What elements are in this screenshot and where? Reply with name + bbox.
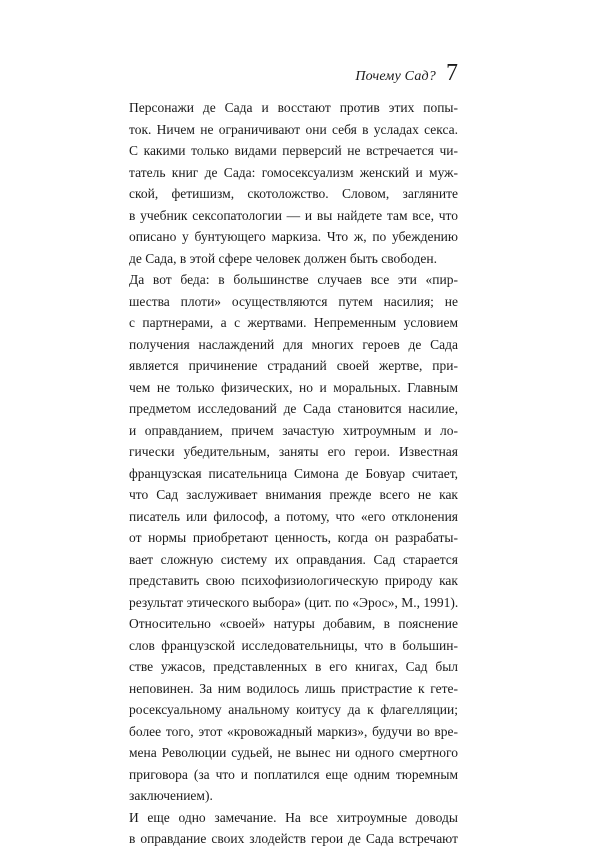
text-line: чем не только физических, но и моральных. Главным (129, 379, 458, 395)
text-line: шества плоти» осуществляются путем насилия; не (129, 293, 458, 309)
text-line: вает сложную систему их оправдания. Сад старается (129, 551, 458, 567)
text-line: мена Революции судьей, не вынес ни одного смертного (129, 745, 458, 760)
text-line: И еще одно замечание. На все хитроумные доводы (129, 809, 458, 825)
paragraph (117, 97, 458, 269)
text-line: заключением). (129, 788, 213, 803)
paragraph (117, 807, 458, 850)
running-header (355, 60, 458, 87)
text-line: описано у бунтующего маркиза. Что ж, по убеждению (129, 229, 458, 244)
text-line: ток. Ничем не ограничивают они себя в усладах секса. (129, 121, 458, 137)
text-line: стве ужасов, представленных в его книгах, Сад был (129, 659, 458, 674)
body-text (117, 97, 458, 850)
paragraph (117, 269, 458, 613)
text-line: что Сад заслуживает внимания прежде всего не как (129, 487, 458, 502)
paragraph (117, 613, 458, 807)
text-line: де Сада, в этой сфере человек должен быть свободен. (129, 250, 437, 266)
text-line: с партнерами, а с жертвами. Непременным условием (129, 315, 458, 330)
text-line: росексуальному анальному коитусу да к флагелляции; (129, 702, 458, 717)
text-line: в учебник сексопатологии — и вы найдете там все, что (129, 207, 458, 223)
text-line: представить свою психофизиологическую природу как (129, 573, 458, 588)
text-line: ской, фетишизм, скотоложство. Словом, загляните (129, 186, 458, 201)
text-line: получения наслаждений для многих героев де Сада (129, 336, 458, 352)
text-line: от нормы приобретают ценность, когда он разрабаты- (129, 530, 458, 545)
text-line: приговора (за что и поплатился еще одним тюремным (129, 766, 458, 782)
text-line: Да вот беда: в большинстве случаев все эти «пир- (129, 272, 458, 287)
text-line: С какими только видами перверсий не встречается чи- (129, 143, 458, 158)
text-line: французская писательница Симона де Бовуар считает, (129, 465, 458, 481)
text-line: и оправданием, причем зачастую хитроумным и ло- (129, 422, 458, 438)
text-line: писатель или философ, а потому, что «его отклонения (129, 508, 458, 524)
text-line: татель книг де Сада: гомосексуализм женский и муж- (129, 164, 458, 180)
text-line: гически убедительным, заняты его герои. Известная (129, 444, 458, 459)
text-line: является причинение страданий своей жертве, при- (129, 358, 458, 373)
running-header-title: Почему Сад? (355, 69, 436, 84)
text-line: неповинен. За ним водилось лишь пристрастие к гете- (129, 680, 458, 696)
text-line: в оправдание своих злодейств герои де Сада встречают (129, 831, 458, 846)
text-line: слов французской исследовательницы, что в большин- (129, 637, 458, 653)
text-line: Персонажи де Сада и восстают против этих попы- (129, 100, 458, 115)
text-line: результат этического выбора» (цит. по «Эрос», М., 1991). (129, 594, 459, 610)
text-line: Относительно «своей» натуры добавим, в пояснение (129, 616, 458, 631)
text-line: более того, этот «кровожадный маркиз», будучи во вре- (129, 723, 458, 739)
page-number: 7 (446, 60, 458, 86)
text-line: предметом исследований де Сада становится насилие, (129, 401, 458, 416)
